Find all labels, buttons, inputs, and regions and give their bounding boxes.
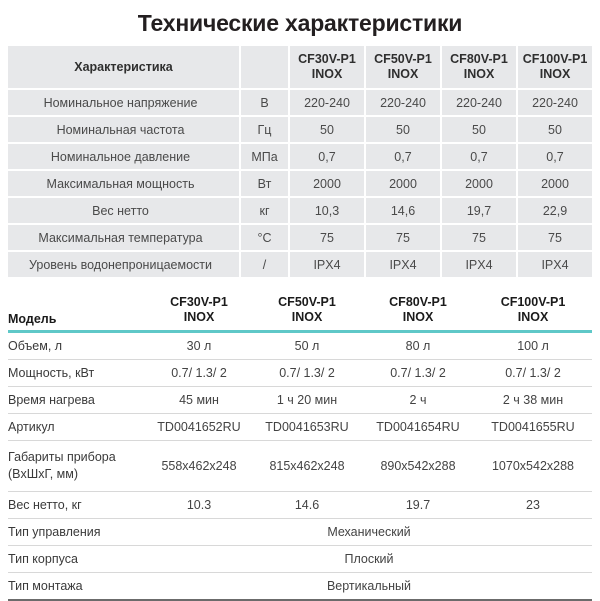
spec-value: 50	[442, 117, 516, 142]
model-row-label: Тип управления	[8, 519, 146, 546]
model-row-value: 558x462x248	[146, 441, 252, 492]
header-model-cf50v	[366, 46, 440, 88]
header-model-code: CF80V-P1	[450, 52, 508, 66]
table-row	[8, 360, 592, 387]
specifications-table	[6, 44, 594, 279]
model-row-value: 30 л	[146, 332, 252, 360]
spec-unit: Вт	[241, 171, 288, 196]
header-model-code: CF30V-P1	[298, 52, 356, 66]
spec-unit: /	[241, 252, 288, 277]
table-row	[8, 414, 592, 441]
spec-value: 75	[518, 225, 592, 250]
model-row-label: Мощность, кВт	[8, 360, 146, 387]
table-row	[8, 441, 592, 492]
spec-value: 50	[518, 117, 592, 142]
header-model-label: Модель	[8, 289, 146, 332]
spec-value: 75	[366, 225, 440, 250]
spec-value: 50	[290, 117, 364, 142]
model-row-value: 2 ч 38 мин	[474, 387, 592, 414]
spec-value: 220-240	[442, 90, 516, 115]
model-row-value: 0.7/ 1.3/ 2	[252, 360, 362, 387]
spec-unit: Гц	[241, 117, 288, 142]
model-row-value: 80 л	[362, 332, 474, 360]
model-row-value: 0.7/ 1.3/ 2	[362, 360, 474, 387]
header-model-cf50v	[252, 289, 362, 332]
model-row-label	[8, 441, 146, 492]
spec-value: 50	[366, 117, 440, 142]
spec-value: IPX4	[442, 252, 516, 277]
spec-value: 75	[290, 225, 364, 250]
header-model-suffix: INOX	[311, 67, 343, 81]
header-model-cf30v	[290, 46, 364, 88]
spec-value: 2000	[442, 171, 516, 196]
model-row-value: 100 л	[474, 332, 592, 360]
table-row	[8, 225, 592, 250]
model-header-row	[8, 289, 592, 332]
model-row-label: Объем, л	[8, 332, 146, 360]
header-model-suffix: INOX	[291, 309, 323, 324]
header-model-code: CF80V-P1	[389, 294, 447, 309]
spec-name: Вес нетто	[8, 198, 239, 223]
table-header-row	[8, 46, 592, 88]
header-model-code: CF30V-P1	[170, 294, 228, 309]
table-row	[8, 387, 592, 414]
header-model-cf100v	[474, 289, 592, 332]
model-comparison-table	[8, 289, 592, 601]
header-model-suffix: INOX	[183, 309, 215, 324]
spec-value: IPX4	[290, 252, 364, 277]
spec-name: Номинальное напряжение	[8, 90, 239, 115]
model-row-value: 45 мин	[146, 387, 252, 414]
model-row-value: TD0041655RU	[474, 414, 592, 441]
header-model-suffix: INOX	[463, 67, 495, 81]
model-row-label: Вес нетто, кг	[8, 492, 146, 519]
spec-name: Номинальное давление	[8, 144, 239, 169]
spec-value: 2000	[290, 171, 364, 196]
spec-value: 14,6	[366, 198, 440, 223]
model-row-value: 50 л	[252, 332, 362, 360]
model-row-value: 0.7/ 1.3/ 2	[146, 360, 252, 387]
spec-value: 220-240	[518, 90, 592, 115]
header-model-cf100v	[518, 46, 592, 88]
spec-value: 2000	[518, 171, 592, 196]
spec-value: 220-240	[290, 90, 364, 115]
header-model-cf80v	[362, 289, 474, 332]
table-row	[8, 573, 592, 601]
spec-value: 0,7	[442, 144, 516, 169]
header-model-code: CF50V-P1	[278, 294, 336, 309]
spec-value: 2000	[366, 171, 440, 196]
table-row	[8, 117, 592, 142]
spec-value: 22,9	[518, 198, 592, 223]
model-row-value: TD0041652RU	[146, 414, 252, 441]
table-row	[8, 90, 592, 115]
model-row-value-span: Вертикальный	[146, 573, 592, 601]
spec-value: IPX4	[518, 252, 592, 277]
model-row-value: 815x462x248	[252, 441, 362, 492]
model-row-label-line2: (ВxШxГ, мм)	[8, 467, 78, 481]
model-row-value: 10.3	[146, 492, 252, 519]
header-model-suffix: INOX	[517, 309, 549, 324]
spec-value: 0,7	[518, 144, 592, 169]
header-model-suffix: INOX	[387, 67, 419, 81]
header-unit	[241, 46, 288, 88]
table-row	[8, 332, 592, 360]
model-row-label: Тип монтажа	[8, 573, 146, 601]
spec-value: 0,7	[366, 144, 440, 169]
table-row	[8, 144, 592, 169]
model-row-value: 14.6	[252, 492, 362, 519]
model-row-value: 0.7/ 1.3/ 2	[474, 360, 592, 387]
spec-value: 220-240	[366, 90, 440, 115]
spec-value: 19,7	[442, 198, 516, 223]
header-model-code: CF100V-P1	[522, 52, 588, 66]
model-row-value: 19.7	[362, 492, 474, 519]
model-row-value: 1070x542x288	[474, 441, 592, 492]
model-row-value: 890x542x288	[362, 441, 474, 492]
model-row-label: Тип корпуса	[8, 546, 146, 573]
spec-name: Номинальная частота	[8, 117, 239, 142]
header-model-cf30v	[146, 289, 252, 332]
spec-value: 75	[442, 225, 516, 250]
model-row-value: TD0041654RU	[362, 414, 474, 441]
model-row-label-line1: Габариты прибора	[8, 450, 116, 464]
spec-name: Максимальная температура	[8, 225, 239, 250]
model-row-value: 2 ч	[362, 387, 474, 414]
model-row-label: Время нагрева	[8, 387, 146, 414]
table-row	[8, 171, 592, 196]
spec-unit: кг	[241, 198, 288, 223]
header-model-suffix: INOX	[539, 67, 571, 81]
spec-value: 0,7	[290, 144, 364, 169]
model-row-value: 1 ч 20 мин	[252, 387, 362, 414]
page-title: Технические характеристики	[137, 10, 463, 36]
spec-unit: °C	[241, 225, 288, 250]
spec-value: IPX4	[366, 252, 440, 277]
model-row-value: TD0041653RU	[252, 414, 362, 441]
model-row-label: Артикул	[8, 414, 146, 441]
table-row	[8, 546, 592, 573]
model-row-value-span: Плоский	[146, 546, 592, 573]
header-model-code: CF50V-P1	[374, 52, 432, 66]
spec-name: Максимальная мощность	[8, 171, 239, 196]
header-characteristic: Характеристика	[8, 46, 239, 88]
header-model-code: CF100V-P1	[500, 294, 566, 309]
header-model-cf80v	[442, 46, 516, 88]
spec-name: Уровень водонепроницаемости	[8, 252, 239, 277]
spec-unit: МПа	[241, 144, 288, 169]
model-row-value: 23	[474, 492, 592, 519]
spec-value: 10,3	[290, 198, 364, 223]
table-row	[8, 252, 592, 277]
header-model-suffix: INOX	[402, 309, 434, 324]
table-row	[8, 492, 592, 519]
table-row	[8, 198, 592, 223]
spec-unit: В	[241, 90, 288, 115]
table-row	[8, 519, 592, 546]
model-row-value-span: Механический	[146, 519, 592, 546]
